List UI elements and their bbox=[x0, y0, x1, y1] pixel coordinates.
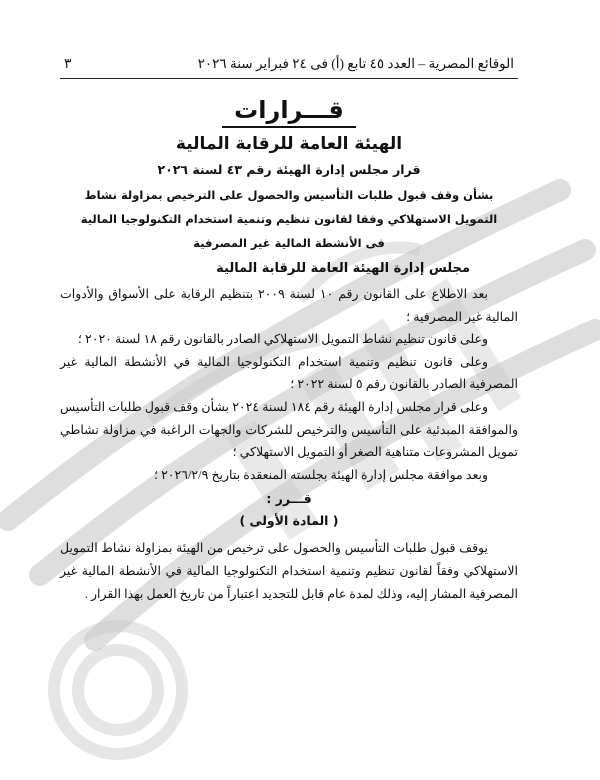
subject-line: بشأن وقف قبول طلبات التأسيس والحصول على الترخيص بمزاولة نشاط bbox=[84, 188, 494, 202]
preamble-paragraph: بعد الاطلاع على القانون رقم ١٠ لسنة ٢٠٠٩ بتنظيم الرقابة على الأسواق والأدوات المالية غير المصرفية ؛ bbox=[60, 287, 518, 324]
running-title: الوقائع المصرية – العدد ٤٥ تابع (أ) فى ٢٤ فبراير سنة ٢٠٢٦ bbox=[197, 56, 514, 71]
page-number: ٣ bbox=[64, 57, 72, 72]
gazette-page bbox=[60, 56, 518, 605]
article-one bbox=[60, 537, 518, 605]
subject-line: فى الأنشطة المالية غير المصرفية bbox=[193, 236, 385, 250]
main-title: قـــرارات bbox=[222, 95, 356, 128]
running-header bbox=[60, 56, 518, 79]
headings-block bbox=[60, 95, 518, 255]
authority-name: الهيئة العامة للرقابة المالية bbox=[175, 134, 403, 154]
article-one-text: يوقف قبول طلبات التأسيس والحصول على ترخيص من الهيئة بمزاولة نشاط التمويل الاستهلاكي وفقاً لقانون تنظيم وتنمية استخدام التكنولوجيا المالية في الأنشطة المالية غير المصرفية المشار إليه، وذلك لمدة عام قابل للتجديد اعتباراً من تاريخ العمل بهذا القرار . bbox=[60, 541, 518, 601]
decree-subject bbox=[60, 183, 518, 255]
article-one-heading: ( المادة الأولى ) bbox=[239, 513, 339, 529]
decree-title: قرار مجلس إدارة الهيئة رقم ٤٣ لسنة ٢٠٢٦ bbox=[157, 162, 421, 177]
decided-heading: قـــرر : bbox=[266, 491, 312, 507]
subject-line: التمويل الاستهلاكي وفقا لقانون تنظيم وتنمية استخدام التكنولوجيا المالية bbox=[80, 212, 498, 226]
preamble-paragraph: وعلى قانون تنظيم نشاط التمويل الاستهلاكي الصادر بالقانون رقم ١٨ لسنة ٢٠٢٠ ؛ bbox=[77, 332, 488, 347]
board-heading: مجلس إدارة الهيئة العامة للرقابة المالية bbox=[216, 261, 470, 276]
preamble-paragraph: وعلى قانون تنظيم وتنمية استخدام التكنولوجيا المالية في الأنشطة المالية غير المصرفية الصادر بالقانون رقم ٥ لسنة ٢٠٢٢ ؛ bbox=[60, 354, 518, 392]
preamble-paragraph: وبعد موافقة مجلس إدارة الهيئة بجلسته المنعقدة بتاريخ ٢٠٢٦/٢/٩ ؛ bbox=[153, 467, 488, 482]
preamble bbox=[60, 283, 518, 486]
preamble-paragraph: وعلى قرار مجلس إدارة الهيئة رقم ١٨٤ لسنة ٢٠٢٤ بشأن وقف قبول طلبات التأسيس والموافقة المبدئية على التأسيس والترخيص للشركات والجهات الراغبة في مزاولة نشاطي تمويل المشروعات متناهية الصغر أو التمويل الاستهلاكي ؛ bbox=[60, 399, 518, 460]
